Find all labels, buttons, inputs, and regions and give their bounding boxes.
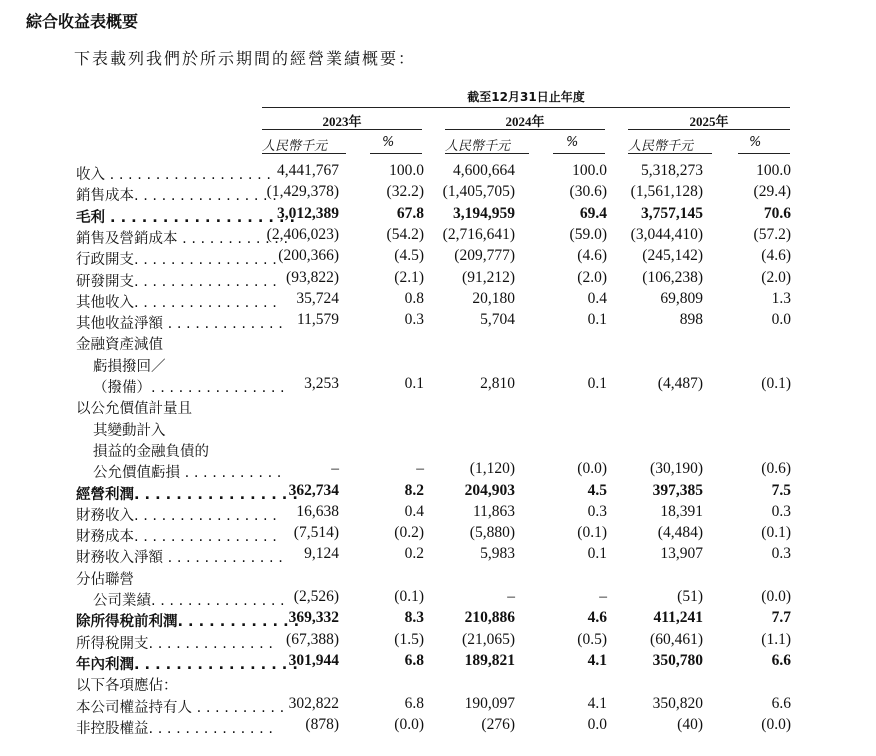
cell-percent-2023: (54.2) [386, 225, 424, 243]
table-row [0, 439, 876, 460]
cell-amount-2024: (209,777) [454, 247, 515, 265]
row-label: 研發開支. . . . . . . . . . . . . . . . [76, 273, 277, 290]
unit-rule-2024-percent [553, 153, 605, 154]
cell-percent-2024: 0.3 [587, 502, 607, 520]
cell-percent-2023: 0.3 [404, 311, 424, 329]
intro-text: 下表載列我們於所示期間的經營業績概要： [74, 49, 417, 68]
cell-percent-2023: (1.5) [394, 630, 424, 648]
cell-percent-2025: 70.6 [763, 204, 791, 222]
cell-percent-2025: (1.1) [761, 630, 791, 648]
cell-percent-2025: 1.3 [771, 289, 791, 307]
cell-amount-2025: 18,391 [660, 502, 703, 520]
cell-amount-2025: (245,142) [642, 247, 703, 265]
cell-amount-2025: 411,241 [653, 609, 703, 627]
table-row [0, 226, 876, 247]
year-rule-2023 [262, 129, 422, 130]
table-row [0, 716, 876, 737]
cell-amount-2023: 369,332 [288, 609, 339, 627]
row-label: 公允價值虧損 . . . . . . . . . . . [93, 465, 282, 482]
table-row [0, 588, 876, 609]
cell-percent-2024: (2.0) [577, 268, 607, 286]
year-rule-2025 [628, 129, 790, 130]
cell-percent-2024: (59.0) [569, 225, 607, 243]
cell-amount-2025: 13,907 [660, 545, 703, 563]
cell-percent-2024: (0.0) [577, 460, 607, 478]
cell-amount-2024: 2,810 [480, 375, 515, 392]
cell-percent-2024: 4.1 [587, 651, 607, 669]
cell-percent-2024: 4.1 [587, 694, 607, 712]
cell-amount-2024: 11,863 [472, 502, 515, 520]
cell-amount-2023: 302,822 [288, 694, 339, 712]
table-row [0, 162, 876, 183]
cell-percent-2025: 0.3 [771, 502, 791, 520]
cell-percent-2025: 0.0 [771, 311, 791, 329]
cell-amount-2025: (40) [677, 715, 703, 733]
cell-amount-2023: 35,724 [296, 289, 339, 307]
row-label: 毛利 . . . . . . . . . . . . . . . . . . [76, 209, 296, 226]
cell-amount-2024: 210,886 [464, 609, 515, 627]
table-row [0, 375, 876, 396]
cell-amount-2024: 20,180 [472, 289, 515, 307]
table-row [0, 354, 876, 375]
cell-amount-2023: 4,441,767 [277, 162, 339, 179]
unit-rule-2024-amount [445, 153, 529, 154]
cell-amount-2025: 397,385 [652, 481, 703, 499]
table-row [0, 524, 876, 545]
cell-percent-2024: 0.1 [587, 311, 607, 329]
table-row [0, 482, 876, 503]
table-row [0, 269, 876, 290]
period-header: 截至12月31日止年度 [467, 90, 585, 104]
cell-percent-2025: 7.5 [771, 481, 791, 499]
cell-percent-2023: 0.1 [404, 375, 424, 392]
cell-percent-2023: 67.8 [396, 204, 424, 222]
row-label: 本公司權益持有人 . . . . . . . . . . [76, 699, 285, 716]
cell-percent-2024: (4.6) [577, 247, 607, 265]
cell-percent-2024: (0.5) [577, 630, 607, 648]
cell-amount-2025: (51) [677, 588, 703, 605]
table-row [0, 290, 876, 311]
unit-amount-2024: 人民幣千元 [445, 139, 511, 154]
cell-percent-2025: 6.6 [771, 694, 791, 712]
row-label: 金融資產減值 [76, 337, 163, 354]
year-header-2024: 2024年 [505, 114, 545, 129]
cell-percent-2025: (0.0) [761, 588, 791, 605]
cell-amount-2024: (1,405,705) [442, 183, 515, 201]
table-row [0, 567, 876, 588]
cell-amount-2023: (1,429,378) [266, 183, 339, 201]
cell-percent-2024: 0.4 [587, 289, 607, 307]
cell-amount-2025: 898 [679, 311, 703, 329]
cell-percent-2023: (4.5) [394, 247, 424, 265]
cell-percent-2025: (57.2) [753, 225, 791, 243]
cell-amount-2023: 3,253 [304, 375, 339, 392]
row-label: 銷售成本. . . . . . . . . . . . . . . . [76, 188, 277, 205]
row-label: 所得稅開支. . . . . . . . . . . . . . [76, 635, 273, 652]
cell-percent-2025: 0.3 [771, 545, 791, 563]
cell-percent-2024: (0.1) [577, 524, 607, 542]
cell-percent-2025: (4.6) [761, 247, 791, 265]
cell-percent-2025: (2.0) [761, 268, 791, 286]
row-label: 其他收益淨額 . . . . . . . . . . . . . [76, 316, 283, 333]
cell-amount-2023: (2,526) [293, 588, 339, 605]
cell-percent-2023: 0.8 [404, 289, 424, 307]
row-label: 行政開支. . . . . . . . . . . . . . . . [76, 252, 277, 269]
table-row [0, 631, 876, 652]
table-row [0, 332, 876, 353]
row-label: 除所得稅前利潤. . . . . . . . . . . . [76, 614, 300, 631]
cell-amount-2023: (67,388) [286, 630, 339, 648]
table-row [0, 652, 876, 673]
cell-amount-2023: (200,366) [278, 247, 339, 265]
cell-percent-2023: 8.2 [404, 481, 424, 499]
cell-amount-2024: (276) [481, 715, 515, 733]
cell-percent-2023: 6.8 [404, 651, 424, 669]
cell-percent-2024: 0.1 [587, 375, 607, 392]
cell-percent-2025: (29.4) [753, 183, 791, 201]
row-label: 財務成本. . . . . . . . . . . . . . . . [76, 529, 277, 546]
cell-percent-2023: (32.2) [386, 183, 424, 201]
cell-amount-2024: 190,097 [464, 694, 515, 712]
row-label: 以公允價值計量且 [76, 401, 192, 418]
unit-amount-2025: 人民幣千元 [628, 139, 694, 154]
cell-amount-2024: (21,065) [462, 630, 515, 648]
unit-rule-2023-percent [370, 153, 422, 154]
table-row [0, 503, 876, 524]
cell-amount-2023: 362,734 [288, 481, 339, 499]
row-label: 虧損撥回／ [93, 358, 166, 375]
cell-amount-2024: 3,194,959 [453, 204, 515, 222]
cell-amount-2025: 5,318,273 [641, 162, 703, 179]
unit-amount-2023: 人民幣千元 [262, 139, 328, 154]
table-row [0, 205, 876, 226]
unit-percent-2023: % [382, 135, 395, 150]
cell-percent-2023: (0.2) [394, 524, 424, 542]
row-label: （撥備）. . . . . . . . . . . . . . . [93, 380, 285, 396]
cell-percent-2023: (0.1) [394, 588, 424, 605]
row-label: 損益的金融負債的 [93, 443, 209, 460]
cell-percent-2023: (2.1) [394, 268, 424, 286]
cell-amount-2023: (878) [305, 715, 339, 733]
table-row [0, 418, 876, 439]
row-label: 年內利潤. . . . . . . . . . . . . . . . [76, 656, 298, 673]
cell-percent-2025: 100.0 [756, 162, 791, 179]
row-label: 以下各項應佔： [76, 678, 178, 695]
table-row [0, 609, 876, 630]
cell-percent-2024: (30.6) [569, 183, 607, 201]
cell-amount-2025: 350,820 [652, 694, 703, 712]
cell-amount-2024: 189,821 [464, 651, 515, 669]
cell-amount-2023: 301,944 [288, 651, 339, 669]
cell-percent-2023: 8.3 [404, 609, 424, 627]
cell-amount-2023: (93,822) [286, 268, 339, 286]
cell-amount-2024: (5,880) [469, 524, 515, 542]
cell-amount-2023: 16,638 [296, 502, 339, 520]
cell-percent-2023: 6.8 [404, 694, 424, 712]
table-row [0, 396, 876, 417]
cell-amount-2024: – [507, 588, 515, 605]
table-row [0, 673, 876, 694]
unit-percent-2024: % [566, 135, 579, 150]
cell-percent-2025: 7.7 [771, 609, 791, 627]
row-label: 收入 . . . . . . . . . . . . . . . . . . [76, 167, 271, 183]
cell-amount-2024: 5,704 [480, 311, 515, 329]
cell-percent-2023: 0.4 [404, 502, 424, 520]
cell-amount-2024: 204,903 [464, 481, 515, 499]
cell-amount-2025: (4,487) [657, 375, 703, 392]
cell-amount-2024: 4,600,664 [453, 162, 515, 179]
row-label: 財務收入. . . . . . . . . . . . . . . . [76, 507, 277, 524]
cell-percent-2023: 0.2 [404, 545, 424, 563]
cell-percent-2023: 100.0 [389, 162, 424, 179]
cell-amount-2025: (30,190) [650, 460, 703, 478]
year-header-2025: 2025年 [689, 114, 729, 129]
cell-amount-2024: 5,983 [480, 545, 515, 563]
cell-percent-2024: – [599, 588, 607, 605]
row-label: 銷售及營銷成本 . . . . . . . . . . . . [76, 230, 289, 247]
cell-percent-2023: – [416, 460, 424, 478]
cell-amount-2025: 3,757,145 [641, 204, 703, 222]
table-row [0, 311, 876, 332]
cell-amount-2023: 11,579 [296, 311, 339, 329]
row-label: 其變動計入 [93, 422, 166, 439]
cell-amount-2025: (4,484) [657, 524, 703, 542]
row-label: 非控股權益. . . . . . . . . . . . . . [76, 720, 273, 737]
unit-rule-2025-amount [628, 153, 712, 154]
cell-amount-2023: 9,124 [304, 545, 339, 563]
cell-percent-2024: 0.0 [587, 715, 607, 733]
row-label: 其他收入. . . . . . . . . . . . . . . . [76, 294, 277, 311]
cell-amount-2023: 3,012,389 [277, 204, 339, 222]
section-title: 綜合收益表概要 [26, 12, 139, 31]
cell-percent-2025: 6.6 [771, 651, 791, 669]
cell-percent-2025: (0.1) [761, 524, 791, 542]
cell-amount-2025: (3,044,410) [630, 225, 703, 243]
cell-amount-2025: (60,461) [650, 630, 703, 648]
cell-percent-2025: (0.6) [761, 460, 791, 478]
period-rule [262, 107, 790, 108]
unit-rule-2023-amount [262, 153, 346, 154]
unit-percent-2025: % [749, 135, 762, 150]
table-row [0, 695, 876, 716]
cell-amount-2023: (7,514) [293, 524, 339, 542]
cell-amount-2025: (1,561,128) [630, 183, 703, 201]
cell-amount-2025: 69,809 [660, 289, 703, 307]
unit-rule-2025-percent [738, 153, 790, 154]
row-label: 財務收入淨額 . . . . . . . . . . . . . [76, 550, 283, 567]
cell-percent-2024: 4.5 [587, 481, 607, 499]
table-row [0, 183, 876, 204]
table-row [0, 545, 876, 566]
table-row [0, 460, 876, 481]
cell-amount-2024: (1,120) [469, 460, 515, 478]
cell-amount-2024: (91,212) [462, 268, 515, 286]
cell-percent-2024: 4.6 [587, 609, 607, 627]
row-label: 經營利潤. . . . . . . . . . . . . . . . [76, 486, 298, 503]
cell-amount-2023: – [331, 460, 339, 478]
cell-percent-2023: (0.0) [394, 715, 424, 733]
table-row [0, 247, 876, 268]
row-label: 公司業績. . . . . . . . . . . . . . . [93, 593, 285, 609]
cell-amount-2025: (106,238) [642, 268, 703, 286]
cell-percent-2024: 0.1 [587, 545, 607, 563]
cell-percent-2024: 100.0 [572, 162, 607, 179]
cell-amount-2023: (2,406,023) [266, 225, 339, 243]
cell-percent-2025: (0.0) [761, 715, 791, 733]
year-header-2023: 2023年 [322, 114, 362, 129]
cell-percent-2024: 69.4 [579, 204, 607, 222]
row-label: 分佔聯營 [76, 571, 134, 588]
year-rule-2024 [445, 129, 605, 130]
cell-amount-2025: 350,780 [652, 651, 703, 669]
cell-percent-2025: (0.1) [761, 375, 791, 392]
cell-amount-2024: (2,716,641) [442, 225, 515, 243]
